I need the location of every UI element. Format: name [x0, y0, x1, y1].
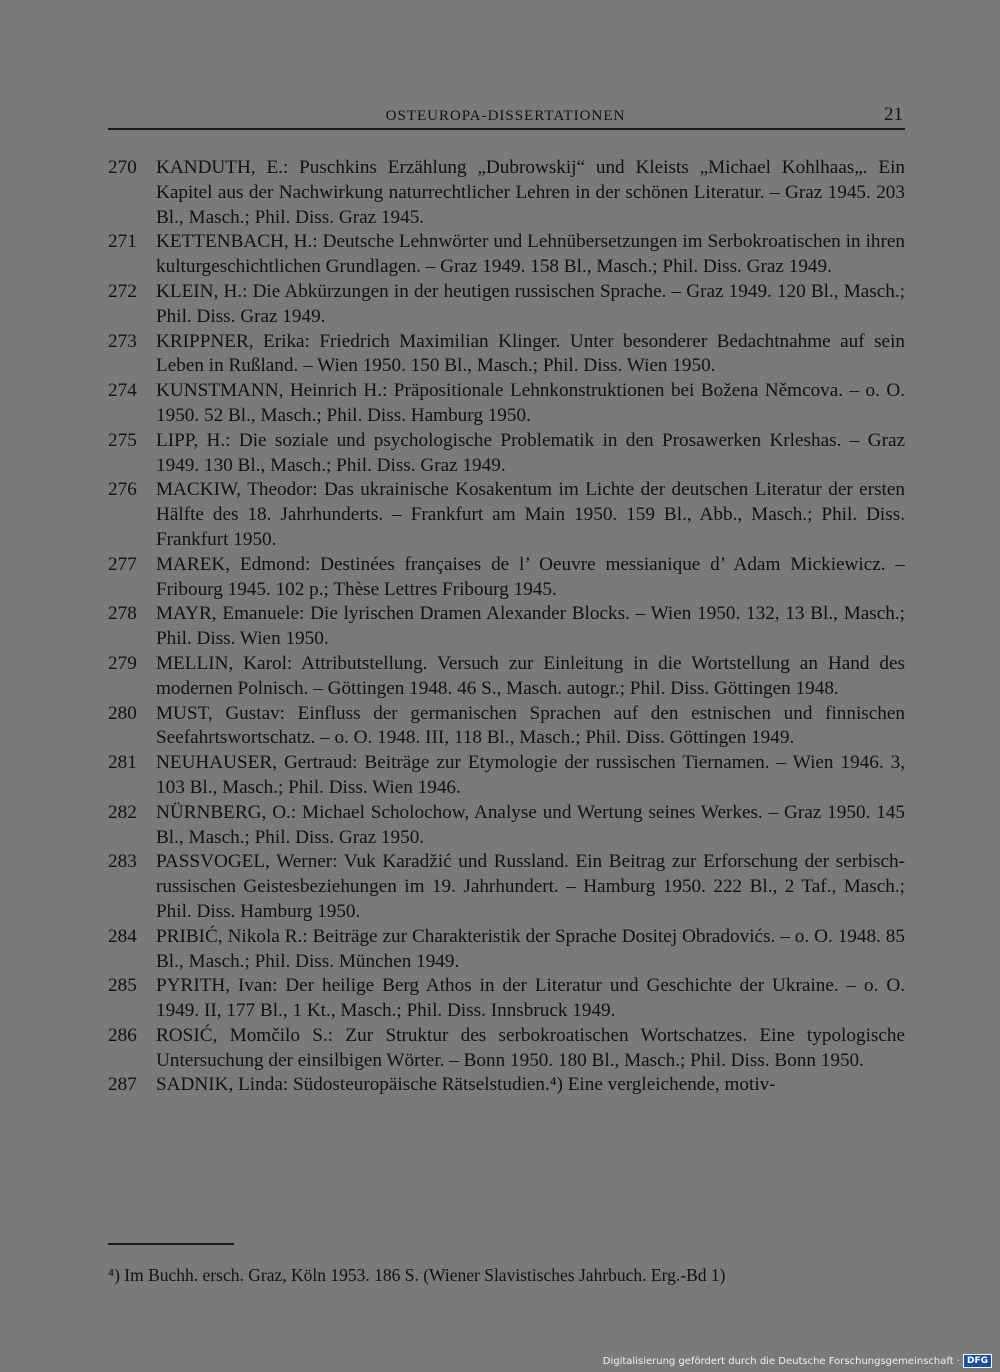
bibliography-entry [108, 850, 905, 924]
bibliography-entry [108, 330, 905, 380]
entry-number: 283 [108, 851, 137, 873]
bibliography-entry [108, 751, 905, 801]
header-rule [108, 128, 905, 130]
entry-number: 276 [108, 479, 137, 501]
entry-text: MUST, Gustav: Einfluss der germanischen Sprachen auf den estnischen und finnischen Seefahrtswortschatz. – o. O. 1948. III, 118 Bl., Masch.; Phil. Diss. Göttingen 1949. [156, 702, 905, 749]
entry-text: PYRITH, Ivan: Der heilige Berg Athos in der Literatur und Geschichte der Ukraine. – o. O. 1949. II, 177 Bl., 1 Kt., Masch.; Phil. Diss. Innsbruck 1949. [156, 975, 905, 1022]
entry-number: 273 [108, 330, 137, 352]
bibliography-entry [108, 478, 905, 552]
entry-number: 282 [108, 801, 137, 823]
entry-text: NÜRNBERG, O.: Michael Scholochow, Analyse und Wertung seines Werkes. – Graz 1950. 145 Bl., Masch.; Phil. Diss. Graz 1950. [156, 801, 905, 848]
bibliography-entry [108, 429, 905, 479]
bibliography-entry [108, 652, 905, 702]
footnote: ⁴) Im Buchh. ersch. Graz, Köln 1953. 186 S. (Wiener Slavistisches Jahrbuch. Erg.-Bd 1) [108, 1265, 726, 1285]
entry-number: 285 [108, 975, 137, 997]
entry-number: 270 [108, 157, 137, 178]
entry-text: KUNSTMANN, Heinrich H.: Präpositionale Lehnkonstruktionen bei Božena Němcova. – o. O. 1950. 52 Bl., Masch.; Phil. Diss. Hamburg 1950. [156, 380, 905, 426]
entry-number: 275 [108, 429, 137, 451]
entry-number: 284 [108, 925, 137, 947]
entry-number: 279 [108, 652, 137, 674]
bibliography-list [108, 156, 905, 1098]
bibliography-entry [108, 925, 905, 975]
entry-text: ROSIĆ, Momčilo S.: Zur Struktur des serbokroatischen Wortschatzes. Eine typologische Untersuchung der einsilbigen Wörter. – Bonn 1950. 180 Bl., Masch.; Phil. Diss. Bonn 1950. [156, 1024, 905, 1071]
bibliography-entry [108, 280, 905, 330]
bibliography-entry [108, 801, 905, 851]
entry-number: 280 [108, 702, 137, 724]
bibliography-entry [108, 553, 905, 603]
entry-text: KRIPPNER, Erika: Friedrich Maximilian Klinger. Unter besonderer Bedachtnahme auf sein Leben in Rußland. – Wien 1950. 150 Bl., Masch.; Phil. Diss. Wien 1950. [156, 330, 905, 377]
entry-text: MELLIN, Karol: Attributstellung. Versuch zur Einleitung in die Wortstellung an Hand des modernen Polnisch. – Göttingen 1948. 46 S., Masch. autogr.; Phil. Diss. Göttingen 1948. [156, 652, 905, 699]
page-header [108, 104, 903, 128]
bibliography-entry [108, 1024, 905, 1074]
entry-number: 281 [108, 752, 137, 774]
bibliography-entry [108, 1073, 905, 1098]
bibliography-entry [108, 602, 905, 652]
entry-text: KETTENBACH, H.: Deutsche Lehnwörter und Lehnübersetzungen im Serbokroatischen in ihren kulturgeschichtlichen Grundlagen. – Graz 1949. 158 Bl., Masch.; Phil. Diss. Graz 1949. [156, 231, 905, 278]
entry-text: PRIBIĆ, Nikola R.: Beiträge zur Charakteristik der Sprache Dositej Obradovićs. – o. O. 1948. 85 Bl., Masch.; Phil. Diss. München 1949. [156, 925, 905, 972]
entry-text: MAREK, Edmond: Destinées françaises de l’ Oeuvre messianique d’ Adam Mickiewicz. – Fribourg 1945. 102 p.; Thèse Lettres Fribourg 1945. [156, 553, 905, 600]
entry-text: NEUHAUSER, Gertraud: Beiträge zur Etymologie der russischen Tiernamen. – Wien 1946. 3, 103 Bl., Masch.; Phil. Diss. Wien 1946. [156, 752, 905, 798]
entry-text: KLEIN, H.: Die Abkürzungen in der heutigen russischen Sprache. – Graz 1949. 120 Bl., Masch.; Phil. Diss. Graz 1949. [156, 280, 905, 327]
entry-text: MACKIW, Theodor: Das ukrainische Kosakentum im Lichte der deutschen Literatur der ersten Hälfte des 18. Jahrhunderts. – Frankfurt am Main 1950. 159 Bl., Abb., Masch.; Phil. Diss. Frankfurt 1950. [156, 479, 905, 550]
entry-number: 271 [108, 231, 137, 253]
entry-number: 272 [108, 280, 137, 302]
digitization-credit [603, 1354, 992, 1368]
bibliography-entry [108, 702, 905, 752]
page-number: 21 [884, 104, 903, 125]
entry-text: SADNIK, Linda: Südosteuropäische Rätselstudien.⁴) Eine vergleichende, motiv- [156, 1074, 776, 1096]
bibliography-entry [108, 379, 905, 429]
dfg-logo: DFG [963, 1354, 992, 1368]
entry-number: 278 [108, 603, 137, 625]
credit-text: Digitalisierung gefördert durch die Deutsche Forschungsgemeinschaft · [602, 1355, 960, 1367]
entry-text: KANDUTH, E.: Puschkins Erzählung „Dubrowskij“ und Kleists „Michael Kohlhaas„. Ein Kapitel aus der Nachwirkung naturrechtlicher Lehren in der schönen Literatur. – Graz 1945. 203 Bl., Masch.; Phil. Diss. Graz 1945. [156, 157, 905, 228]
bibliography-entry [108, 974, 905, 1024]
entry-number: 277 [108, 553, 137, 575]
entry-number: 286 [108, 1024, 137, 1046]
bibliography-entry [108, 156, 905, 230]
running-title: OSTEUROPA-DISSERTATIONEN [385, 108, 626, 124]
entry-number: 287 [108, 1074, 137, 1096]
entry-number: 274 [108, 380, 137, 402]
entry-text: LIPP, H.: Die soziale und psychologische Problematik in den Prosawerken Krleshas. – Graz 1949. 130 Bl., Masch.; Phil. Diss. Graz 1949. [156, 429, 905, 476]
bibliography-entry [108, 230, 905, 280]
entry-text: PASSVOGEL, Werner: Vuk Karadžić und Russland. Ein Beitrag zur Erforschung der serbisch-russischen Geistesbeziehungen im 19. Jahrhundert. – Hamburg 1950. 222 Bl., 2 Taf., Masch.; Phil. Diss. Hamburg 1950. [156, 851, 905, 922]
footnote-rule [108, 1243, 234, 1245]
entry-text: MAYR, Emanuele: Die lyrischen Dramen Alexander Blocks. – Wien 1950. 132, 13 Bl., Masch.; Phil. Diss. Wien 1950. [156, 603, 905, 650]
